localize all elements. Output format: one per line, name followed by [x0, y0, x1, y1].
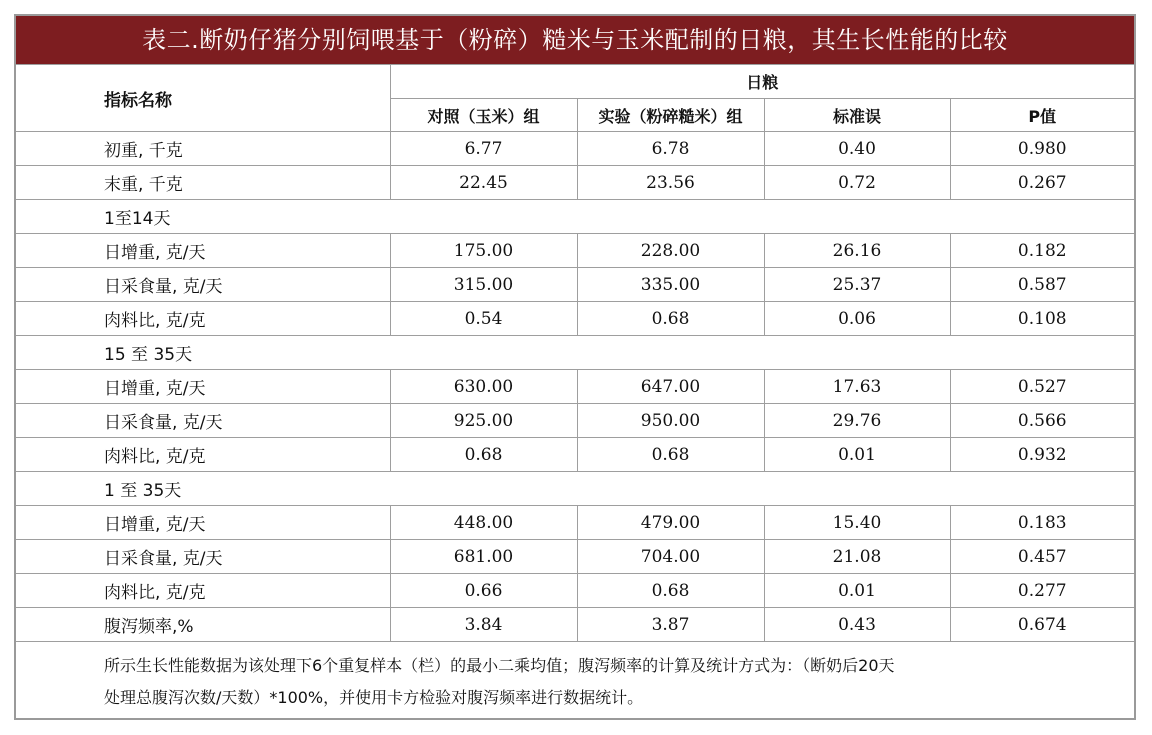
control-value: 315.00 [390, 268, 577, 302]
standard-error-value: 0.72 [764, 166, 950, 200]
standard-error-value: 26.16 [764, 234, 950, 268]
section-label: 1至14天 [16, 200, 1134, 234]
table-title: 表二.断奶仔猪分别饲喂基于（粉碎）糙米与玉米配制的日粮，其生长性能的比较 [16, 16, 1134, 64]
section-label: 1 至 35天 [16, 472, 1134, 506]
standard-error-value: 0.40 [764, 132, 950, 166]
experimental-value: 6.78 [577, 132, 764, 166]
experimental-value: 0.68 [577, 302, 764, 336]
experimental-value: 3.87 [577, 608, 764, 642]
experimental-value: 0.68 [577, 438, 764, 472]
control-value: 925.00 [390, 404, 577, 438]
p-value: 0.932 [950, 438, 1134, 472]
growth-performance-table [16, 64, 1134, 642]
experimental-value: 228.00 [577, 234, 764, 268]
p-value: 0.457 [950, 540, 1134, 574]
table-row [16, 234, 1134, 268]
row-label: 肉料比, 克/克 [16, 438, 390, 472]
standard-error-value: 0.06 [764, 302, 950, 336]
row-label: 日增重, 克/天 [16, 370, 390, 404]
table-frame [14, 14, 1136, 720]
table-body [16, 132, 1134, 642]
experimental-value: 335.00 [577, 268, 764, 302]
experimental-value: 23.56 [577, 166, 764, 200]
control-value: 448.00 [390, 506, 577, 540]
standard-error-value: 15.40 [764, 506, 950, 540]
header-indicator: 指标名称 [16, 65, 390, 132]
table-row [16, 540, 1134, 574]
p-value: 0.674 [950, 608, 1134, 642]
header-standard-error: 标准误 [764, 99, 950, 132]
section-row [16, 200, 1134, 234]
header-experimental-group: 实验（粉碎糙米）组 [577, 99, 764, 132]
standard-error-value: 17.63 [764, 370, 950, 404]
p-value: 0.277 [950, 574, 1134, 608]
experimental-value: 950.00 [577, 404, 764, 438]
footnote-line-2: 处理总腹泻次数/天数）*100%，并使用卡方检验对腹泻频率进行数据统计。 [104, 688, 644, 707]
table-row [16, 506, 1134, 540]
row-label: 肉料比, 克/克 [16, 302, 390, 336]
table-row [16, 268, 1134, 302]
control-value: 0.68 [390, 438, 577, 472]
experimental-value: 479.00 [577, 506, 764, 540]
header-diet-group: 日粮 [390, 65, 1134, 99]
p-value: 0.527 [950, 370, 1134, 404]
row-label: 初重, 千克 [16, 132, 390, 166]
p-value: 0.182 [950, 234, 1134, 268]
experimental-value: 704.00 [577, 540, 764, 574]
p-value: 0.566 [950, 404, 1134, 438]
table-row [16, 574, 1134, 608]
control-value: 0.54 [390, 302, 577, 336]
table-row [16, 166, 1134, 200]
header-control-group: 对照（玉米）组 [390, 99, 577, 132]
table-footnote [104, 650, 1104, 714]
row-label: 日增重, 克/天 [16, 234, 390, 268]
control-value: 3.84 [390, 608, 577, 642]
experimental-value: 0.68 [577, 574, 764, 608]
experimental-value: 647.00 [577, 370, 764, 404]
row-label: 日采食量, 克/天 [16, 268, 390, 302]
control-value: 630.00 [390, 370, 577, 404]
control-value: 22.45 [390, 166, 577, 200]
row-label: 日采食量, 克/天 [16, 540, 390, 574]
row-label: 末重, 千克 [16, 166, 390, 200]
standard-error-value: 0.01 [764, 574, 950, 608]
table-row [16, 302, 1134, 336]
row-label: 日采食量, 克/天 [16, 404, 390, 438]
standard-error-value: 0.43 [764, 608, 950, 642]
table-row [16, 404, 1134, 438]
table-row [16, 370, 1134, 404]
standard-error-value: 0.01 [764, 438, 950, 472]
table-row [16, 132, 1134, 166]
table-row [16, 438, 1134, 472]
header-p-value: P值 [950, 99, 1134, 132]
standard-error-value: 25.37 [764, 268, 950, 302]
table-row [16, 608, 1134, 642]
standard-error-value: 29.76 [764, 404, 950, 438]
section-row [16, 336, 1134, 370]
row-label: 腹泻频率,% [16, 608, 390, 642]
p-value: 0.587 [950, 268, 1134, 302]
standard-error-value: 21.08 [764, 540, 950, 574]
p-value: 0.108 [950, 302, 1134, 336]
p-value: 0.267 [950, 166, 1134, 200]
control-value: 6.77 [390, 132, 577, 166]
row-label: 肉料比, 克/克 [16, 574, 390, 608]
footnote-line-1: 所示生长性能数据为该处理下6个重复样本（栏）的最小二乘均值；腹泻频率的计算及统计方式为：（断奶后20天 [104, 656, 895, 675]
row-label: 日增重, 克/天 [16, 506, 390, 540]
control-value: 175.00 [390, 234, 577, 268]
control-value: 0.66 [390, 574, 577, 608]
p-value: 0.183 [950, 506, 1134, 540]
control-value: 681.00 [390, 540, 577, 574]
section-label: 15 至 35天 [16, 336, 1134, 370]
section-row [16, 472, 1134, 506]
p-value: 0.980 [950, 132, 1134, 166]
